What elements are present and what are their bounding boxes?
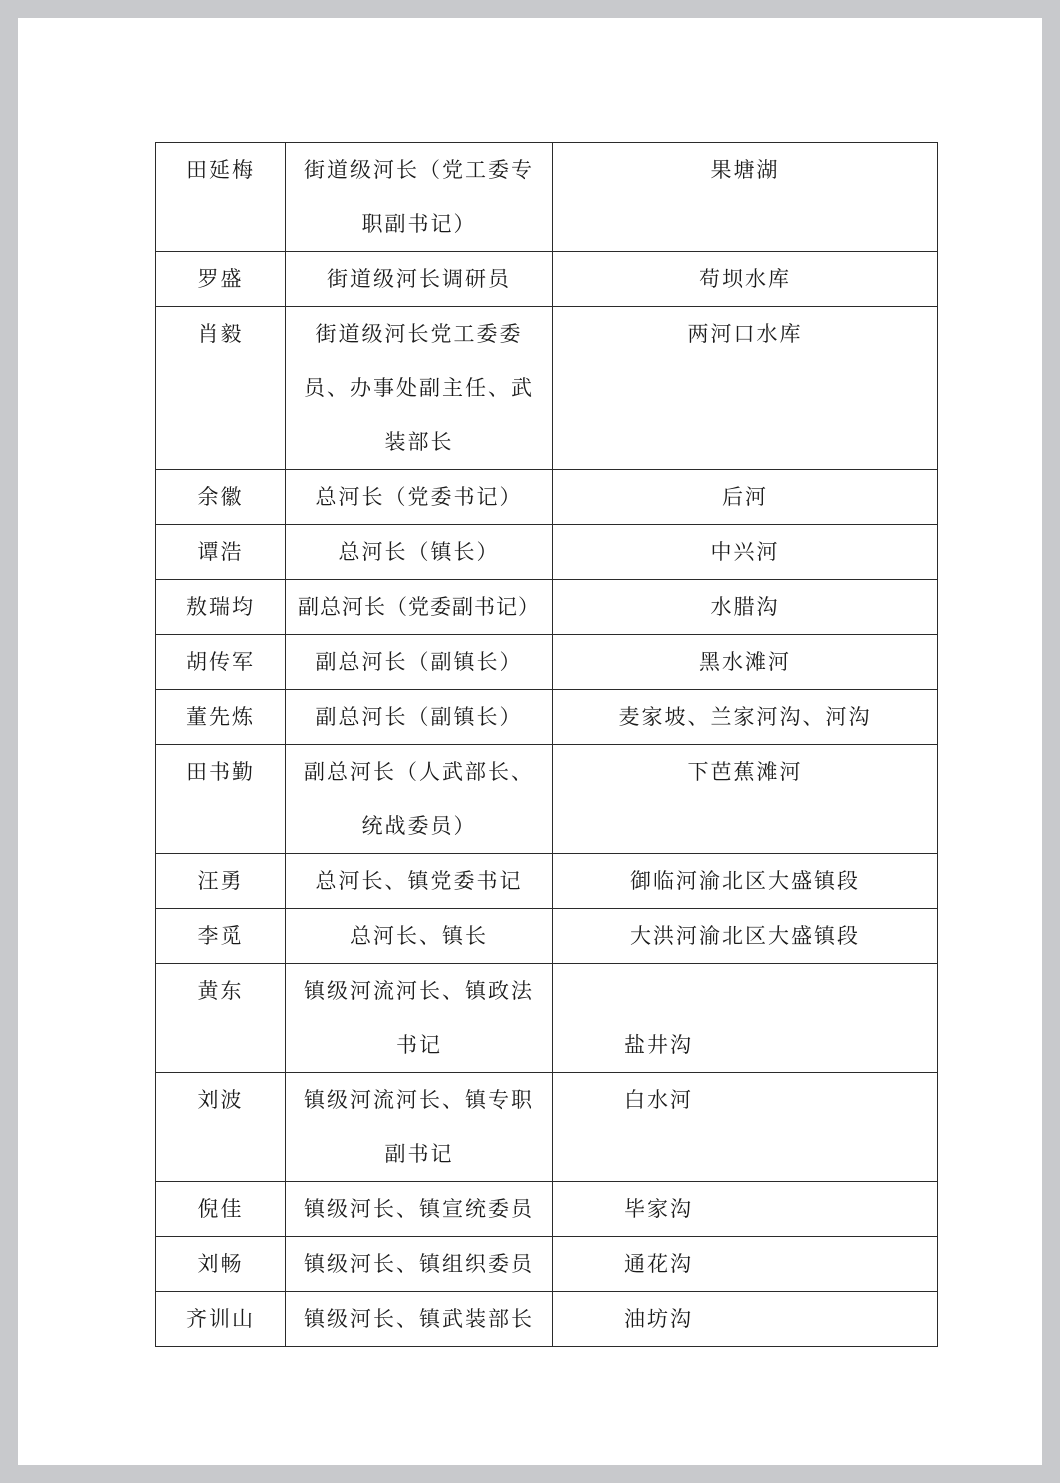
table-row [156, 1182, 938, 1237]
document-page [18, 18, 1042, 1465]
role-cell: 副总河长（副镇长） [286, 690, 553, 745]
river-cell: 毕家沟 [553, 1182, 938, 1237]
role-cell: 镇级河长、镇组织委员 [286, 1237, 553, 1292]
river-cell: 御临河渝北区大盛镇段 [553, 854, 938, 909]
role-cell: 镇级河长、镇武装部长 [286, 1292, 553, 1347]
role-cell: 总河长、镇长 [286, 909, 553, 964]
name-cell: 李觅 [156, 909, 286, 964]
name-cell: 董先炼 [156, 690, 286, 745]
name-cell: 刘波 [156, 1073, 286, 1182]
name-cell: 肖毅 [156, 307, 286, 470]
river-cell: 中兴河 [553, 525, 938, 580]
name-cell: 田延梅 [156, 143, 286, 252]
table-row [156, 1073, 938, 1182]
river-cell: 白水河 [553, 1073, 938, 1182]
name-cell: 胡传军 [156, 635, 286, 690]
role-cell: 总河长、镇党委书记 [286, 854, 553, 909]
name-cell: 黄东 [156, 964, 286, 1073]
role-cell: 总河长（镇长） [286, 525, 553, 580]
table-row [156, 143, 938, 252]
name-cell: 田书勤 [156, 745, 286, 854]
role-cell: 街道级河长（党工委专职副书记） [286, 143, 553, 252]
role-cell: 镇级河流河长、镇专职副书记 [286, 1073, 553, 1182]
table-row [156, 1292, 938, 1347]
name-cell: 罗盛 [156, 252, 286, 307]
name-cell: 刘畅 [156, 1237, 286, 1292]
table-row [156, 252, 938, 307]
table-row [156, 525, 938, 580]
role-cell: 街道级河长党工委委员、办事处副主任、武装部长 [286, 307, 553, 470]
table-row [156, 580, 938, 635]
role-cell: 街道级河长调研员 [286, 252, 553, 307]
name-cell: 倪佳 [156, 1182, 286, 1237]
table-row [156, 1237, 938, 1292]
river-cell: 油坊沟 [553, 1292, 938, 1347]
river-cell: 水腊沟 [553, 580, 938, 635]
name-cell: 谭浩 [156, 525, 286, 580]
river-cell: 下芭蕉滩河 [553, 745, 938, 854]
river-chief-table [155, 142, 938, 1347]
name-cell: 齐训山 [156, 1292, 286, 1347]
river-cell: 后河 [553, 470, 938, 525]
table-row [156, 690, 938, 745]
table-row [156, 909, 938, 964]
role-cell: 总河长（党委书记） [286, 470, 553, 525]
name-cell: 敖瑞均 [156, 580, 286, 635]
river-cell: 麦家坡、兰家河沟、河沟 [553, 690, 938, 745]
name-cell: 余徽 [156, 470, 286, 525]
river-cell: 通花沟 [553, 1237, 938, 1292]
table-row [156, 470, 938, 525]
river-cell: 黑水滩河 [553, 635, 938, 690]
river-cell: 大洪河渝北区大盛镇段 [553, 909, 938, 964]
role-cell: 镇级河长、镇宣统委员 [286, 1182, 553, 1237]
table-row [156, 745, 938, 854]
role-cell: 副总河长（人武部长、统战委员） [286, 745, 553, 854]
table-row [156, 854, 938, 909]
table-row [156, 964, 938, 1073]
role-cell: 副总河长（党委副书记） [286, 580, 553, 635]
river-cell: 果塘湖 [553, 143, 938, 252]
name-cell: 汪勇 [156, 854, 286, 909]
role-cell: 副总河长（副镇长） [286, 635, 553, 690]
river-cell: 苟坝水库 [553, 252, 938, 307]
river-cell: 两河口水库 [553, 307, 938, 470]
river-cell: 盐井沟 [553, 964, 938, 1073]
table-row [156, 307, 938, 470]
table-row [156, 635, 938, 690]
role-cell: 镇级河流河长、镇政法书记 [286, 964, 553, 1073]
